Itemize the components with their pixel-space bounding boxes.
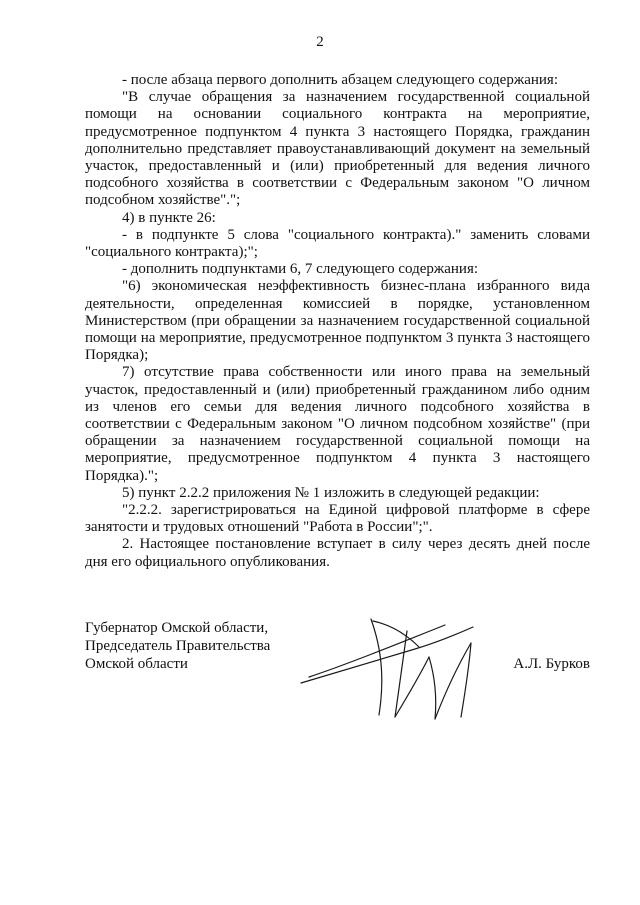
signer-position <box>85 619 270 673</box>
signer-position-line: Омской области <box>85 656 188 672</box>
signer-position-line: Председатель Правительства <box>85 638 271 654</box>
paragraph: 2. Настоящее постановление вступает в силу через десять дней после дня его официального опубликования. <box>85 536 590 570</box>
paragraph: "6) экономическая неэффективность бизнес-плана избранного вида деятельности, определенная комиссией в порядке, установленном Министерством (при обращении за назначением государственной социальной помощи на мероприятие, предусмотренное подпунктом 3 пункта 3 настоящего Порядка); <box>85 278 590 364</box>
document-body <box>85 72 590 571</box>
signature-block <box>85 619 590 729</box>
paragraph: - дополнить подпунктами 6, 7 следующего содержания: <box>122 261 479 278</box>
handwritten-signature <box>295 607 495 727</box>
page-number: 2 <box>316 34 324 50</box>
paragraph: 5) пункт 2.2.2 приложения № 1 изложить в следующей редакции: <box>122 484 540 501</box>
paragraph: "В случае обращения за назначением государственной социальной помощи на основании социального контракта на мероприятие, предусмотренное подпунктом 4 пункта 3 настоящего Порядка, гражданин дополнительно представляет правоустанавливающий документ на земельный участок, предоставленный и (или) приобретенный для ведения личного подсобного хозяйства в соответствии с Федеральным законом "О личном подсобном хозяйстве"."; <box>85 89 590 209</box>
paragraph: 7) отсутствие права собственности или иного права на земельный участок, предоставленный и (или) приобретенный гражданином либо одним из членов его семьи для ведения личного подсобного хозяйства в соответствии с Федеральным законом "О личном подсобном хозяйстве" (при обращении за назначением государственной социальной помощи на мероприятие, предусмотренное подпунктом 4 пункта 3 настоящего Порядка)."; <box>85 364 590 484</box>
signer-position-line: Губернатор Омской области, <box>85 620 269 636</box>
paragraph: - после абзаца первого дополнить абзацем следующего содержания: <box>122 72 558 88</box>
paragraph: - в подпункте 5 слова "социального контракта)." заменить словами "социального контракта);"; <box>85 226 590 261</box>
paragraph: "2.2.2. зарегистрироваться на Единой цифровой платформе в сфере занятости и трудовых отношений "Работа в России";". <box>85 502 590 536</box>
signer-name: А.Л. Бурков <box>513 656 590 672</box>
paragraph: 4) в пункте 26: <box>122 209 216 226</box>
